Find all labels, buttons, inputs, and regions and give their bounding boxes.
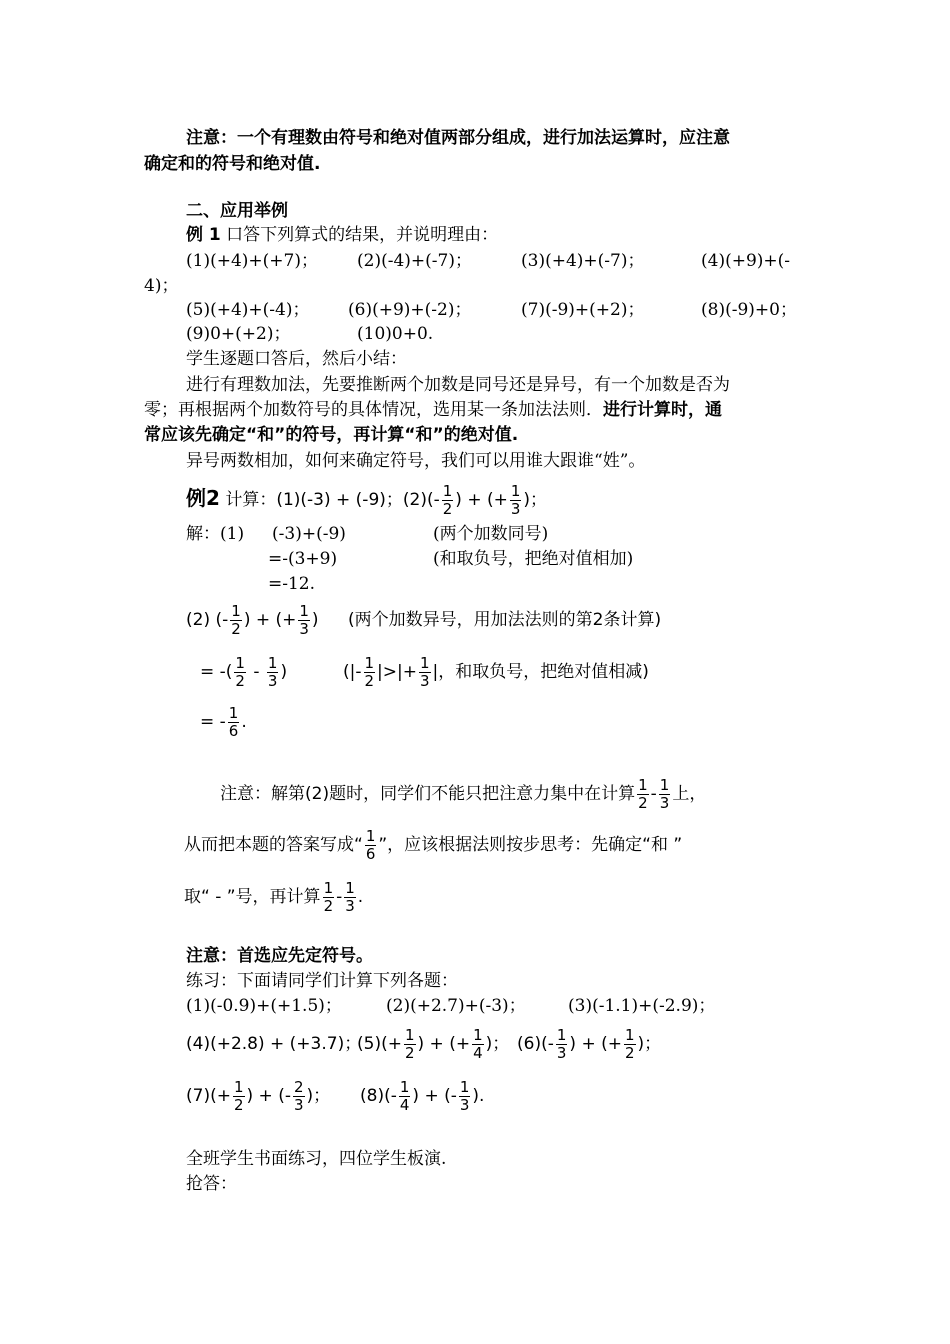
summary-line2-normal: 零；再根据两个加数符号的具体情况，选用某一条加法法则． [144, 400, 603, 420]
ex1-item-6: (6)(+9)+(-2)； [348, 300, 472, 320]
note2-line3: 取“ - ”号，再计算 $\frac{1}{2}$ - $\frac{1}{3}$ . [184, 878, 364, 915]
ex1-item-2: (2)(-4)+(-7)； [357, 251, 472, 271]
ex1-item-10: (10)0+0. [357, 324, 434, 344]
closing-line1: 全班学生书面练习，四位学生板演. [186, 1149, 447, 1169]
example1-text: 口答下列算式的结果，并说明理由： [226, 225, 499, 245]
part2-note2: (|- $\frac{1}{2}$ |>|+ $\frac{1}{3}$ |，和取负号，把绝对值相减) [343, 653, 649, 690]
note1-line1: 注意：一个有理数由符号和绝对值两部分组成，进行加法运算时，应注意 [186, 128, 730, 148]
practice-intro: 练习：下面请同学们计算下列各题： [186, 971, 458, 991]
example2-text-a: 计算：(1)(-3) + (-9)；(2)(- [225, 490, 440, 510]
note2-line2: 从而把本题的答案写成“ $\frac{1}{6}$ ”，应该根据法则按步思考：先确定“和 ” [184, 826, 683, 863]
fraction: $\frac{1}{2}$ [404, 1025, 415, 1062]
ex1-item-8: (8)(-9)+0； [701, 300, 797, 320]
fraction: $\frac{2}{3}$ [293, 1077, 304, 1114]
fraction: $\frac{1}{3}$ [345, 878, 355, 915]
practice-item-2: (2)(+2.7)+(-3)； [386, 996, 526, 1016]
ex1-item-9: (9)0+(+2)； [186, 324, 291, 344]
note2-line1: 注意：解第(2)题时，同学们不能只把注意力集中在计算 $\frac{1}{2}$ - $\frac{1}{3}$ 上， [220, 775, 707, 812]
solution1-expr: (-3)+(-9) [272, 524, 346, 544]
solution-label: 解：(1) [186, 524, 245, 544]
fraction: $\frac{1}{2}$ [442, 481, 453, 518]
fraction: $\frac{1}{3}$ [420, 653, 430, 690]
practice-item-7: (7)(+ $\frac{1}{2}$ ) + (- $\frac{2}{3}$ )； [186, 1077, 331, 1114]
fraction: $\frac{1}{3}$ [299, 601, 309, 638]
summary-line2 [144, 399, 722, 421]
fraction: $\frac{1}{3}$ [459, 1077, 470, 1114]
part2-line1: (2) (- $\frac{1}{2}$ ) + (+ $\frac{1}{3}$ ) [186, 601, 319, 638]
example1-label: 例 1 [186, 225, 221, 245]
solution2-note: (和取负号，把绝对值相加) [433, 549, 634, 569]
practice-item-1: (1)(-0.9)+(+1.5)； [186, 996, 342, 1016]
practice-item-8: (8)(- $\frac{1}{4}$ ) + (- $\frac{1}{3}$ ). [360, 1077, 485, 1114]
summary-line4: 异号两数相加，如何来确定符号，我们可以用谁大跟谁“姓”。 [186, 451, 646, 471]
solution2-expr: =-(3+9) [268, 549, 338, 569]
fraction: $\frac{1}{6}$ [228, 703, 239, 740]
part2-line3: = - $\frac{1}{6}$ . [200, 703, 247, 740]
note1-line2: 确定和的符号和绝对值. [144, 154, 321, 174]
solution3-expr: =-12. [268, 574, 316, 594]
summary-intro: 学生逐题口答后，然后小结： [186, 349, 407, 369]
fraction: $\frac{1}{3}$ [659, 775, 670, 812]
example2-title [186, 478, 547, 520]
example2-text-b: ) + (+ [455, 490, 508, 510]
fraction: $\frac{1}{4}$ [399, 1077, 410, 1114]
summary-line1: 进行有理数加法，先要推断两个加数是同号还是异号，有一个加数是否为 [186, 375, 730, 395]
ex1-item-4-cont: 4)； [144, 276, 179, 296]
practice-item-5: (5)(+ $\frac{1}{2}$ ) + (+ $\frac{1}{4}$ )； [357, 1025, 510, 1062]
solution1-note: (两个加数同号) [433, 524, 549, 544]
fraction: $\frac{1}{6}$ [365, 826, 376, 863]
practice-item-4: (4)(+2.8) + (+3.7)； [186, 1034, 362, 1054]
closing-line2: 抢答： [186, 1174, 237, 1194]
part2-note1: (两个加数异号，用加法法则的第2条计算) [348, 610, 662, 630]
fraction: $\frac{1}{2}$ [233, 1077, 244, 1114]
fraction: $\frac{1}{2}$ [323, 878, 334, 915]
ex1-item-3: (3)(+4)+(-7)； [521, 251, 645, 271]
practice-item-6: (6)(- $\frac{1}{3}$ ) + (+ $\frac{1}{2}$ )； [517, 1025, 662, 1062]
example2-label: 例2 [186, 486, 220, 510]
practice-item-3: (3)(-1.1)+(-2.9)； [568, 996, 716, 1016]
fraction: $\frac{1}{4}$ [473, 1025, 483, 1062]
fraction: $\frac{1}{2}$ [364, 653, 375, 690]
fraction: $\frac{1}{3}$ [510, 481, 521, 518]
fraction: $\frac{1}{2}$ [624, 1025, 635, 1062]
part2-line2: = -( $\frac{1}{2}$ - $\frac{1}{3}$ ) [200, 653, 288, 690]
fraction: $\frac{1}{3}$ [556, 1025, 567, 1062]
ex1-item-5: (5)(+4)+(-4)； [186, 300, 310, 320]
fraction: $\frac{1}{2}$ [638, 775, 648, 812]
example1-title [186, 224, 498, 246]
example2-text-c: )； [523, 490, 548, 510]
fraction: $\frac{1}{3}$ [267, 653, 278, 690]
summary-line2-bold: 进行计算时，通 [603, 400, 722, 420]
fraction: $\frac{1}{2}$ [235, 653, 245, 690]
fraction: $\frac{1}{2}$ [231, 601, 241, 638]
ex1-item-4: (4)(+9)+(- [701, 251, 791, 271]
note3: 注意：首选应先定符号。 [186, 946, 373, 966]
summary-line3: 常应该先确定“和”的符号，再计算“和”的绝对值. [144, 425, 519, 445]
section-heading: 二、应用举例 [186, 201, 288, 221]
ex1-item-1: (1)(+4)+(+7)； [186, 251, 318, 271]
ex1-item-7: (7)(-9)+(+2)； [521, 300, 645, 320]
